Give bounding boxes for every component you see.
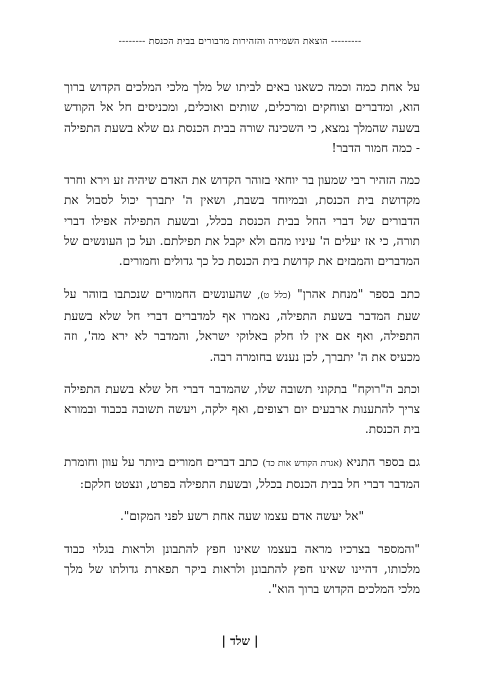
quote-text: "אל יעשה אדם עצמו שעה אחת רשע לפני המקום". bbox=[119, 509, 365, 524]
paragraph-text: "והמספר בצרכיו מראה בעצמו שאינו חפץ להתבונן ולראות בגלוי כבוד מלכותו, דהיינו שאינו חפץ להתבונן ולראות ביקר תפארת גדולתו של מלך מלכי המלכים הקדוש ברוך הוא". bbox=[64, 541, 420, 597]
source-note: (כלל ט), bbox=[257, 290, 291, 301]
running-header: --------- הוצאת השמירה והזהירות מדבורים בבית הכנסת -------- bbox=[118, 36, 362, 47]
main-text bbox=[64, 77, 420, 612]
paragraph-text: על אחת כמה וכמה כשאנו באים לביתו של מלך מלכי המלכים הקדוש ברוך הוא, ומדברים וצוחקים ומרכלים, שותים ואוכלים, ומכניסים חל אל הקודש בשעה שהמלך נמצא, כי השכינה שורה בבית הכנסת גם שלא בשעת התפילה - כמה חמור הדבר! bbox=[64, 80, 420, 155]
quote-line bbox=[64, 506, 420, 526]
paragraph-text-continued: שהעונשים החמורים שנכתבו בזוהר על שעת המדבר בשעת התפילה, נאמרו אף למדברים דברי חל שלא בשעת התפילה, ואף אם אין לו חלק באלוקי ישראל, והמדבר לא ירא מה', וזה מכעיס את ה' יתברך, לכן נענש בחומרה רבה. bbox=[64, 286, 420, 364]
paragraph-text: וכתב ה"רוקח" בתקוני תשובה שלו, שהמדבר דברי חל שלא בשעת התפילה צריך להתענות ארבעים יום רצופים, ואף ילקה, ויעשה תשובה בכבוד ובמורא בית הכנסת. bbox=[64, 381, 420, 437]
paragraph-text-continued: כתב דברים חמורים ביותר על עוון וחומרת המדבר דברי חל בבית הכנסת בכלל, ובשעת התפילה בפרט, ונצטט חלקם: bbox=[64, 454, 420, 492]
paragraph-1 bbox=[64, 77, 420, 158]
page-number: | שלד | bbox=[221, 634, 259, 648]
paragraph-2 bbox=[64, 170, 420, 271]
paragraph-text: גם בספר התניא bbox=[346, 454, 420, 469]
paragraph-text: כמה הזהיר רבי שמעון בר יוחאי בזוהר הקדוש את האדם שיהיה זע וירא וחרד מקדושת בית הכנסת, ובמיוחד בשבת, ושאין ה' יתברך יכול לסבול את הדבורים של דברי החל בבית הכנסת בכלל, ובשעת התפילה אפילו דברי תורה, כי אז יעלים ה' עיניו מהם ולא יקבל את תפילתם. ועל כן העונשים של המדברים והמבזים את קדושת בית הכנסת כל כך גדולים וחמורים. bbox=[64, 173, 420, 269]
paragraph-7 bbox=[64, 539, 420, 600]
paragraph-5 bbox=[64, 452, 420, 495]
paragraph-3 bbox=[64, 284, 420, 367]
paragraph-text: כתב בספר "מנחת אהרן" bbox=[297, 286, 420, 301]
paragraph-4 bbox=[64, 379, 420, 440]
source-note: (אגרת הקודש אות כד) bbox=[262, 458, 343, 469]
